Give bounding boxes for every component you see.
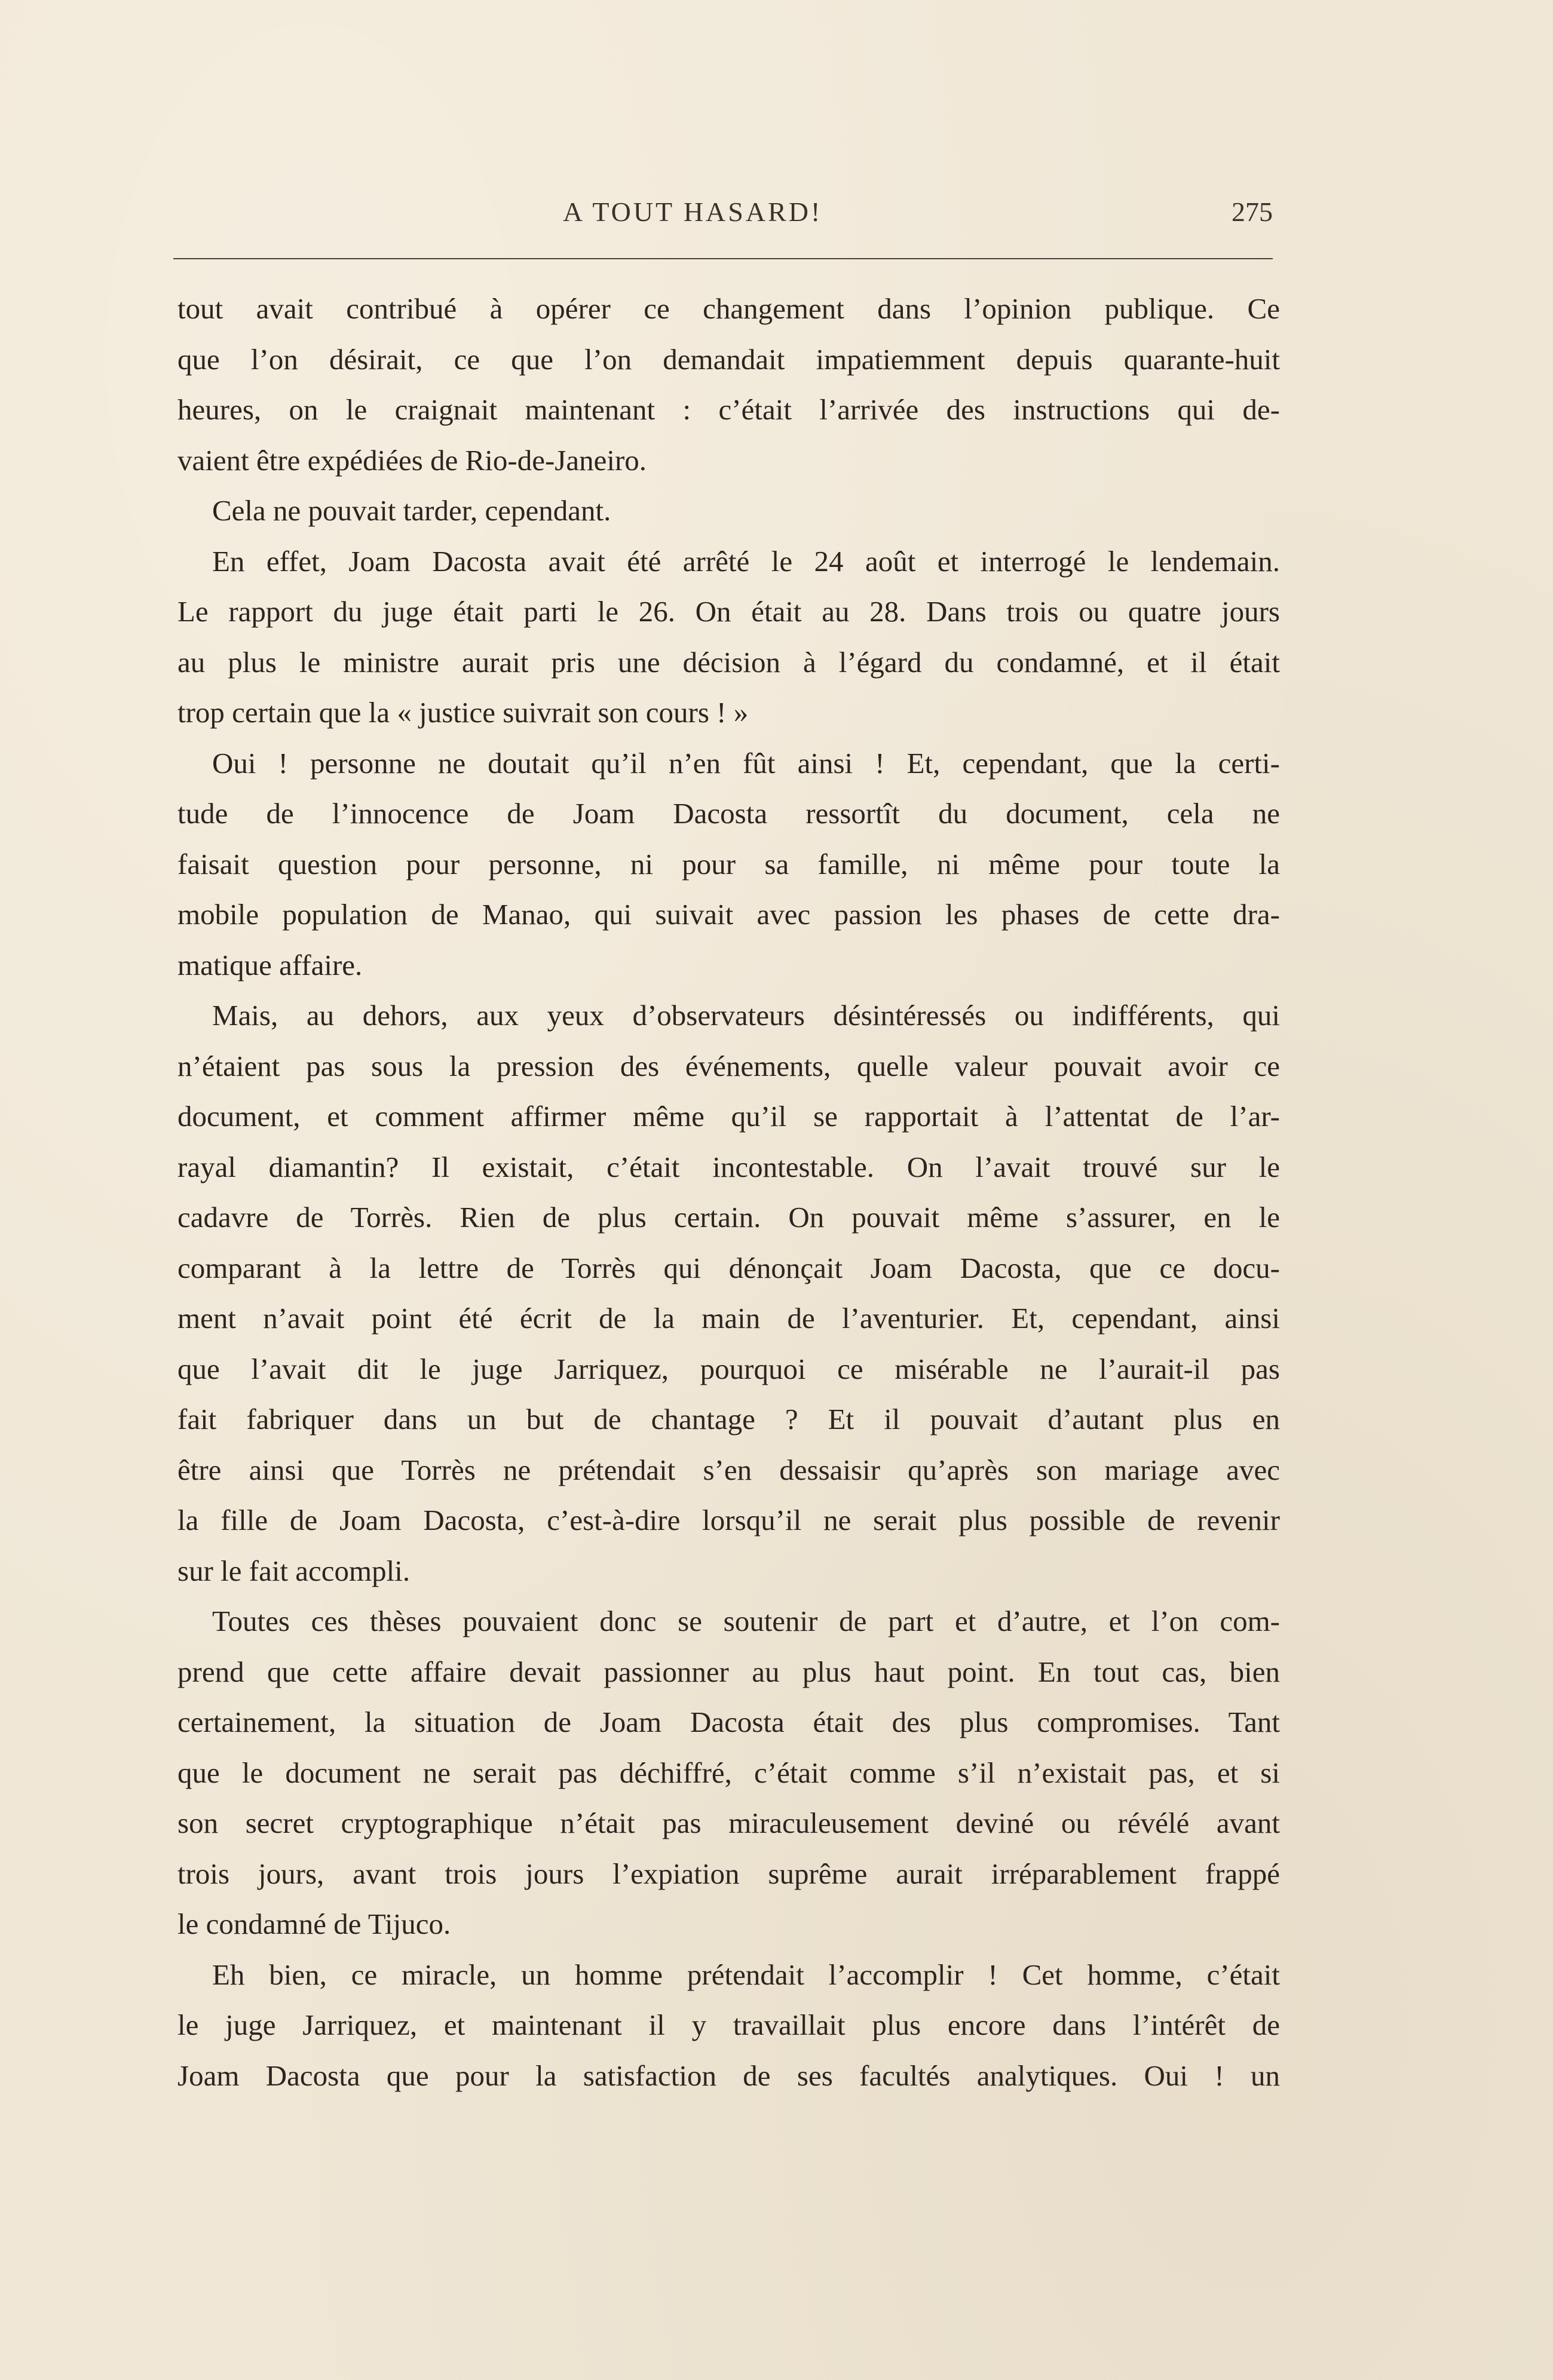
text-line: Toutes ces thèses pouvaient donc se soutenir de part et d’autre, et l’on com- bbox=[212, 1605, 1280, 1637]
body-text bbox=[177, 284, 1280, 2101]
text-line: matique affaire. bbox=[177, 948, 363, 982]
text-line: rayal diamantin? Il existait, c’était incontestable. On l’avait trouvé sur le bbox=[177, 1150, 1280, 1183]
header-rule bbox=[173, 258, 1273, 259]
text-line: la fille de Joam Dacosta, c’est-à-dire lorsqu’il ne serait plus possible de revenir bbox=[177, 1504, 1280, 1536]
text-line: tude de l’innocence de Joam Dacosta ressortît du document, cela ne bbox=[177, 797, 1280, 830]
text-line: que l’avait dit le juge Jarriquez, pourquoi ce misérable ne l’aurait-il pas bbox=[177, 1352, 1280, 1385]
running-title: A TOUT HASARD! bbox=[563, 197, 823, 227]
text-line: que le document ne serait pas déchiffré, c’était comme s’il n’existait pas, et si bbox=[177, 1756, 1280, 1789]
text-line: Le rapport du juge était parti le 26. On était au 28. Dans trois ou quatre jours bbox=[177, 595, 1280, 628]
text-line: heures, on le craignait maintenant : c’était l’arrivée des instructions qui de- bbox=[177, 393, 1280, 426]
text-line: Cela ne pouvait tarder, cependant. bbox=[212, 494, 611, 527]
text-line: certainement, la situation de Joam Dacosta était des plus compromises. Tant bbox=[177, 1706, 1280, 1738]
text-line: En effet, Joam Dacosta avait été arrêté le 24 août et interrogé le lendemain. bbox=[212, 544, 1280, 578]
text-line: fait fabriquer dans un but de chantage ? Et il pouvait d’autant plus en bbox=[177, 1403, 1280, 1436]
text-line: document, et comment affirmer même qu’il se rapportait à l’attentat de l’ar- bbox=[177, 1100, 1280, 1133]
text-line: Mais, au dehors, aux yeux d’observateurs désintéressés ou indifférents, qui bbox=[212, 999, 1280, 1032]
text-line: trois jours, avant trois jours l’expiation suprême aurait irréparablement frappé bbox=[177, 1857, 1280, 1890]
text-line: n’étaient pas sous la pression des événements, quelle valeur pouvait avoir ce bbox=[177, 1049, 1280, 1082]
text-line: que l’on désirait, ce que l’on demandait impatiemment depuis quarante-huit bbox=[177, 342, 1280, 376]
text-line: tout avait contribué à opérer ce changement dans l’opinion publique. Ce bbox=[177, 292, 1280, 325]
text-line: prend que cette affaire devait passionner au plus haut point. En tout cas, bien bbox=[177, 1655, 1280, 1688]
text-line: comparant à la lettre de Torrès qui dénonçait Joam Dacosta, que ce docu- bbox=[177, 1251, 1280, 1284]
text-line: être ainsi que Torrès ne prétendait s’en dessaisir qu’après son mariage avec bbox=[177, 1453, 1280, 1486]
page-header bbox=[173, 196, 1273, 244]
text-line: trop certain que la « justice suivrait son cours ! » bbox=[177, 696, 749, 729]
text-line: Eh bien, ce miracle, un homme prétendait l’accomplir ! Cet homme, c’était bbox=[212, 1958, 1280, 1991]
text-line: faisait question pour personne, ni pour sa famille, ni même pour toute la bbox=[177, 847, 1280, 881]
text-line: sur le fait accompli. bbox=[177, 1554, 411, 1587]
text-line: son secret cryptographique n’était pas miraculeusement deviné ou révélé avant bbox=[177, 1807, 1280, 1839]
text-line: au plus le ministre aurait pris une décision à l’égard du condamné, et il était bbox=[177, 645, 1280, 679]
text-line: le juge Jarriquez, et maintenant il y travaillait plus encore dans l’intérêt de bbox=[177, 2008, 1280, 2041]
text-line: cadavre de Torrès. Rien de plus certain. On pouvait même s’assurer, en le bbox=[177, 1201, 1280, 1234]
text-line: mobile population de Manao, qui suivait avec passion les phases de cette dra- bbox=[177, 898, 1280, 931]
text-line: le condamné de Tijuco. bbox=[177, 1907, 451, 1940]
text-line: ment n’avait point été écrit de la main de l’aventurier. Et, cependant, ainsi bbox=[177, 1302, 1280, 1335]
text-line: Joam Dacosta que pour la satisfaction de ses facultés analytiques. Oui ! un bbox=[177, 2059, 1280, 2092]
text-line: Oui ! personne ne doutait qu’il n’en fût ainsi ! Et, cependant, que la certi- bbox=[212, 746, 1280, 780]
page-number: 275 bbox=[1232, 197, 1273, 227]
text-line: vaient être expédiées de Rio-de-Janeiro. bbox=[177, 443, 647, 477]
